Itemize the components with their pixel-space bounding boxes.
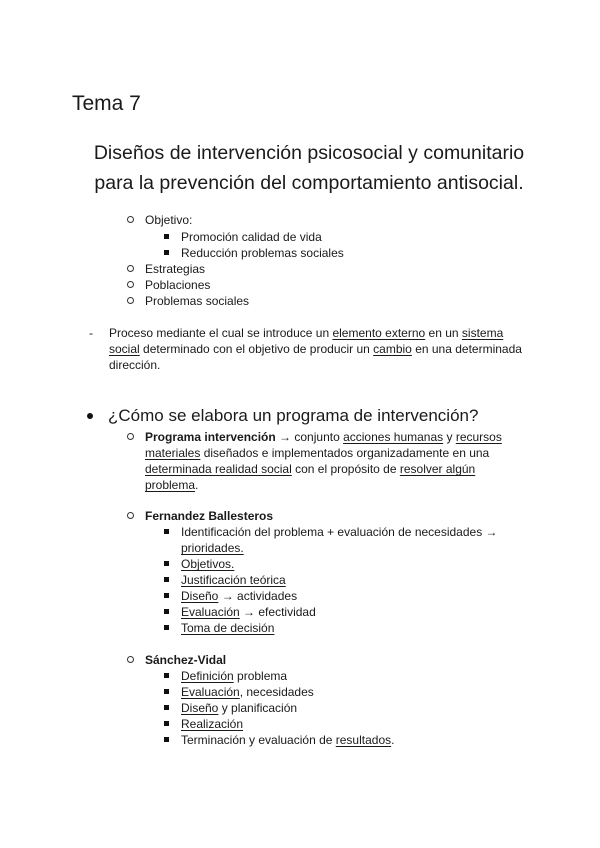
term-sistema: sistema [461,326,504,340]
sv-item-4: Realización [181,717,244,731]
page-title: Tema 7 [72,92,141,115]
fb-item-6: Toma de decisión [181,621,275,635]
pi-label: Programa intervención [145,430,276,444]
fb-item-5: Evaluación → efectividad [181,605,316,619]
sv-item-3: Diseño y planificación [181,701,298,715]
pi-line-3: determinada realidad social con el propósito de resolver algún [145,462,476,476]
document-heading: Diseños de intervención psicosocial y comunitario para la prevención del comportamiento antisocial. [93,142,525,194]
term-elemento-externo: elemento externo [332,326,426,340]
section-question: ¿Cómo se elabora un programa de intervención? [108,406,479,425]
sv-item-5: Terminación y evaluación de resultados. [181,733,395,747]
pi-line-1: Programa intervención → conjunto acciones humanas y recursos [145,430,502,444]
fb-item-1-cont: prioridades. [181,541,244,555]
sv-label: Sánchez-Vidal [145,653,227,667]
fb-item-3: Justificación teórica [181,573,286,587]
sv-item-1: Definición problema [181,669,288,683]
list-item-obj-1: Promoción calidad de vida [181,230,322,244]
list-item-problemas: Problemas sociales [145,294,250,308]
sv-item-2: Evaluación, necesidades [181,685,314,699]
definition-line-1: Proceso mediante el cual se introduce un elemento externo en un sistema [109,326,504,340]
pi-line-2: materiales diseñados e implementados organizadamente en una [145,446,490,460]
term-social: social [109,342,140,356]
dash-bullet: - [89,326,93,340]
definition-line-3: dirección. [109,358,161,372]
fb-item-4: Diseño → actividades [181,589,298,603]
fb-label: Fernandez Ballesteros [145,509,274,523]
list-item-estrategias: Estrategias [145,262,206,276]
fb-item-1: Identificación del problema + evaluación de necesidades → [181,525,498,539]
list-item-objetivo: Objetivo: [145,213,193,227]
list-item-obj-2: Reducción problemas sociales [181,246,344,260]
fb-item-2: Objetivos. [181,557,235,571]
list-item-poblaciones: Poblaciones [145,278,211,292]
definition-line-2: social determinado con el objetivo de producir un cambio en una determinada [109,342,522,356]
term-cambio: cambio [373,342,412,356]
pi-line-4: problema. [145,478,199,492]
